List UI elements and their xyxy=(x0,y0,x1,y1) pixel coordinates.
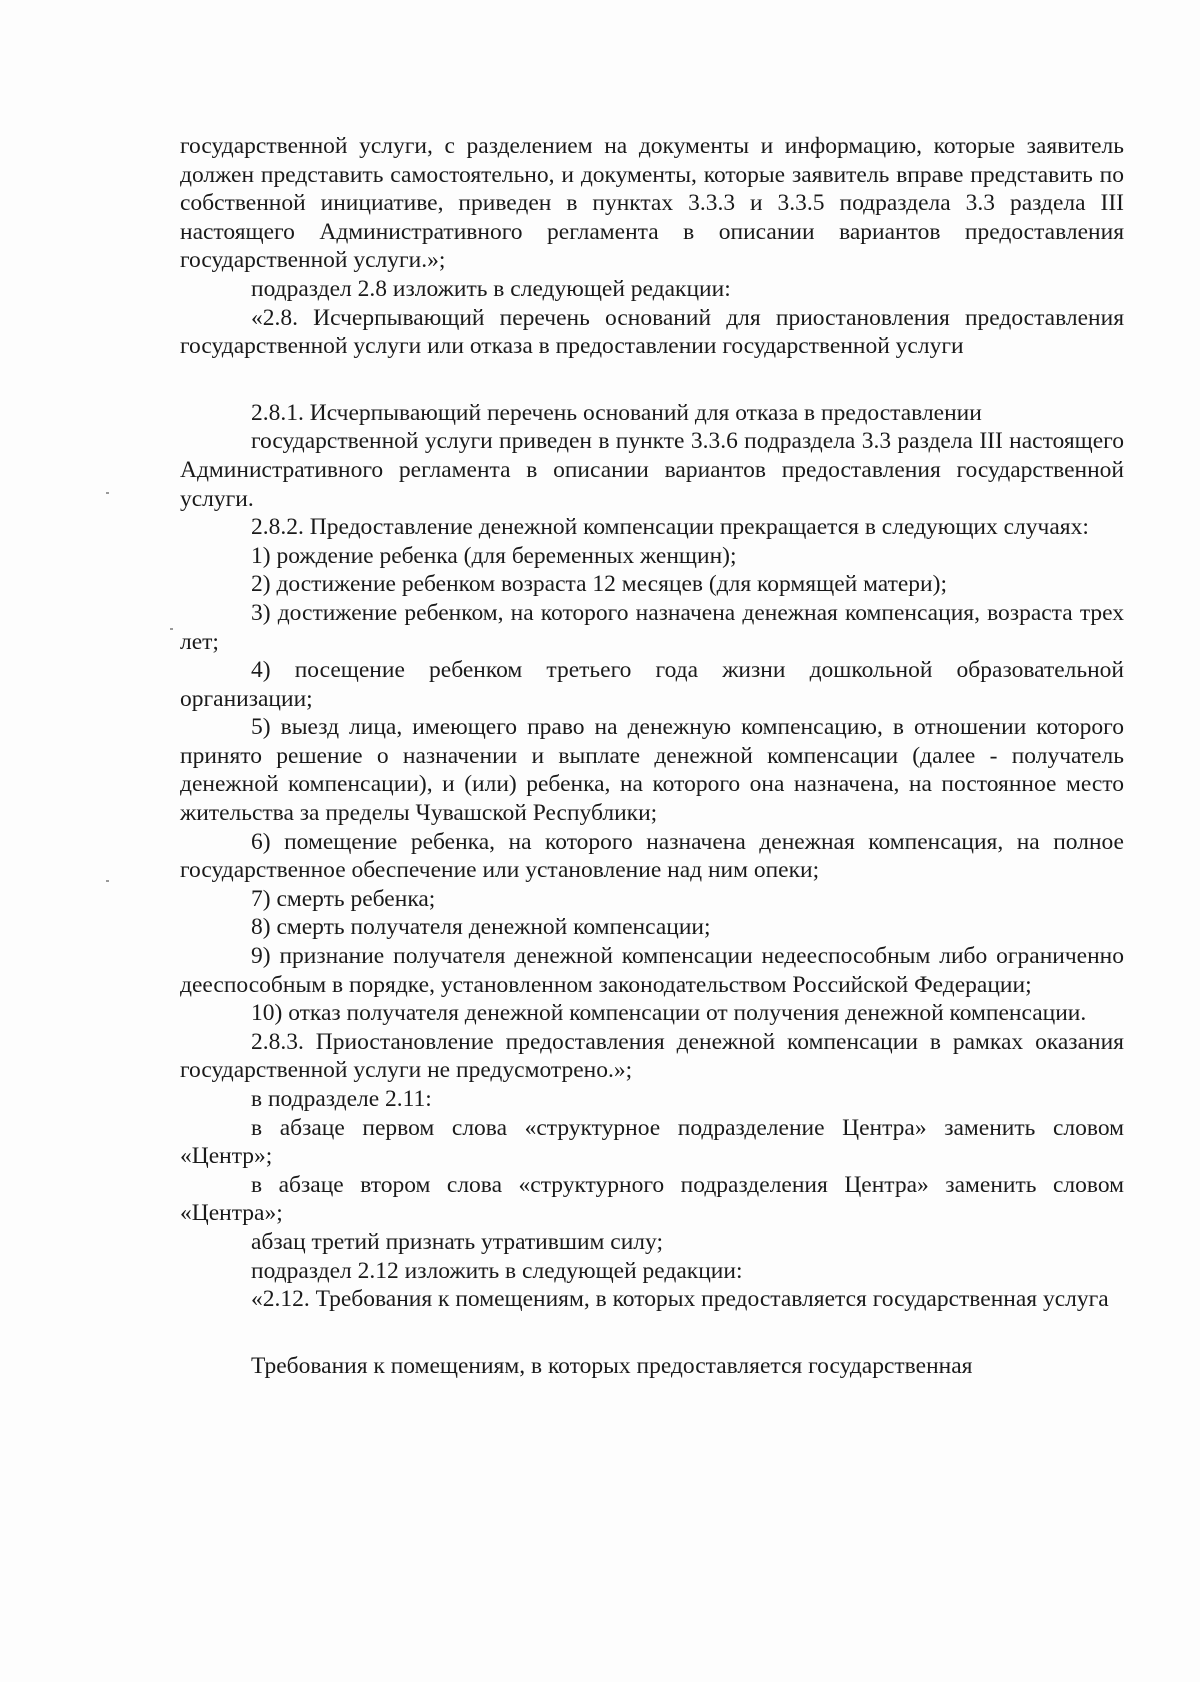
list-item: 9) признание получателя денежной компенсации недееспособным либо ограниченно дееспособным в порядке, установленном законодательством Российской Федерации; xyxy=(180,943,1124,998)
section-heading-2-8: «2.8. Исчерпывающий перечень оснований для приостановления предоставления государственной услуги или отказа в предоставлении государственной услуги xyxy=(180,304,1124,360)
list-item: 1) рождение ребенка (для беременных женщин); xyxy=(251,542,737,569)
paragraph: подраздел 2.8 изложить в следующей редакции: xyxy=(251,275,731,302)
paragraph: в абзаце втором слова «структурного подразделения Центра» заменить словом «Центра»; xyxy=(180,1171,1124,1227)
scan-speck xyxy=(170,628,173,630)
paragraph: в абзаце первом слова «структурное подразделение Центра» заменить словом «Центр»; xyxy=(180,1114,1124,1170)
scan-speck xyxy=(106,880,109,882)
paragraph-2-8-1-body: государственной услуги приведен в пункте 3.3.6 подраздела 3.3 раздела III настоящего Административного регламента в описании вариантов предоставления государственной услуги. xyxy=(180,428,1124,512)
list-item: 5) выезд лица, имеющего право на денежную компенсацию, в отношении которого принято решение о назначении и выплате денежной компенсации (далее - получатель денежной компенсации), и (или) ребенка, на которого она назначена, на постоянное место жительства за пределы Чувашской Республики; xyxy=(180,714,1124,827)
list-item: 10) отказ получателя денежной компенсации от получения денежной компенсации. xyxy=(251,1000,1087,1027)
paragraph-continuation: государственной услуги, с разделением на документы и информацию, которые заявитель должен представить самостоятельно, и документы, которые заявитель вправе представить по собственной инициативе, приведен в пунктах 3.3.3 и 3.3.5 подраздела 3.3 раздела III настоящего Административного регламента в описании вариантов предоставления государственной услуги.»; xyxy=(180,133,1124,274)
blank-line xyxy=(180,1314,1124,1352)
section-heading-2-12: «2.12. Требования к помещениям, в которых предоставляется государственная услуга xyxy=(251,1286,1109,1313)
list-item: 3) достижение ребенком, на которого назначена денежная компенсация, возраста трех лет; xyxy=(180,599,1124,655)
paragraph: в подразделе 2.11: xyxy=(251,1086,432,1112)
list-item: 6) помещение ребенка, на которого назначена денежная компенсация, на полное государственное обеспечение или установление над ним опеки; xyxy=(180,828,1124,884)
paragraph: абзац третий признать утратившим силу; xyxy=(251,1228,663,1255)
paragraph-truncated: Требования к помещениям, в которых предоставляется государственная xyxy=(251,1352,973,1379)
paragraph-2-8-2: 2.8.2. Предоставление денежной компенсации прекращается в следующих случаях: xyxy=(251,514,1089,541)
paragraph-2-8-1-heading-line: 2.8.1. Исчерпывающий перечень оснований для отказа в предоставлении xyxy=(251,399,982,426)
list-item: 8) смерть получателя денежной компенсации; xyxy=(251,914,711,941)
paragraph: подраздел 2.12 изложить в следующей редакции: xyxy=(251,1257,743,1284)
paragraph-2-8-3: 2.8.3. Приостановление предоставления денежной компенсации в рамках оказания государственной услуги не предусмотрено.»; xyxy=(180,1028,1124,1084)
scan-speck xyxy=(106,492,109,494)
list-item: 4) посещение ребенком третьего года жизни дошкольной образовательной организации; xyxy=(180,657,1124,712)
document-body xyxy=(180,132,1124,1380)
list-item: 2) достижение ребенком возраста 12 месяцев (для кормящей матери); xyxy=(251,571,947,598)
blank-line xyxy=(180,361,1124,399)
list-item: 7) смерть ребенка; xyxy=(251,885,436,912)
